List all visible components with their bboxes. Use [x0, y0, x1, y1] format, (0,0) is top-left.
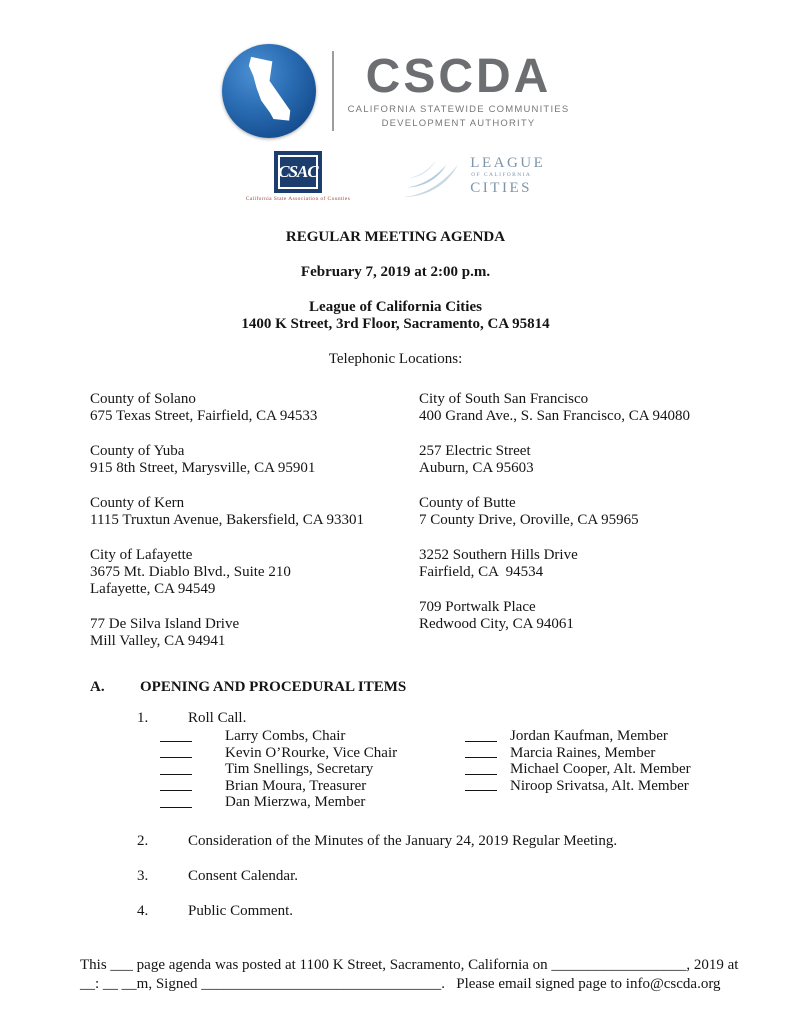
- roll-call-row: [465, 745, 691, 762]
- location-line: 7 County Drive, Oroville, CA 95965: [419, 512, 639, 528]
- roll-call-name: Marcia Raines, Member: [510, 744, 656, 761]
- locations-left-column: [90, 391, 419, 650]
- league-wordmark: [470, 156, 545, 196]
- venue-name: League of California Cities: [309, 299, 482, 315]
- location-line: County of Yuba: [90, 443, 185, 459]
- roll-call-name: Kevin O’Rourke, Vice Chair: [225, 744, 398, 761]
- telephonic-locations: [0, 391, 791, 650]
- item-text: Consent Calendar.: [188, 867, 298, 884]
- location-block: [90, 495, 419, 529]
- location-line: 3675 Mt. Diablo Blvd., Suite 210: [90, 564, 291, 580]
- location-block: [90, 547, 419, 598]
- location-line: Lafayette, CA 94549: [90, 581, 216, 597]
- rollcall-blank-line: [465, 741, 497, 742]
- agenda-item-3: [137, 868, 791, 885]
- rollcall-blank-line: [160, 757, 192, 758]
- location-block: [90, 391, 419, 425]
- item-text: Consideration of the Minutes of the January 24, 2019 Regular Meeting.: [188, 832, 618, 849]
- roll-call-row: [160, 778, 465, 795]
- logo-header: [0, 0, 791, 202]
- location-line: Mill Valley, CA 94941: [90, 633, 226, 649]
- rollcall-blank-line: [160, 807, 192, 808]
- logo-divider: [332, 51, 334, 131]
- item-text: Roll Call.: [188, 710, 247, 726]
- roll-call-row: [160, 794, 465, 811]
- location-block: [419, 599, 748, 633]
- location-line: City of Lafayette: [90, 547, 193, 563]
- rollcall-blank-line: [160, 790, 192, 791]
- california-state-icon: [222, 44, 316, 138]
- league-line3: CITIES: [470, 179, 532, 196]
- roll-call-name: Dan Mierzwa, Member: [225, 794, 366, 810]
- location-line: Auburn, CA 95603: [419, 460, 534, 476]
- section-heading: [90, 679, 791, 696]
- posting-notice: [80, 956, 740, 995]
- posting-notice-line1: This ___ page agenda was posted at 1100 K Street, Sacramento, California on __________________, 2019 at: [80, 956, 739, 973]
- cscda-subtitle-line1: CALIFORNIA STATEWIDE COMMUNITIES: [347, 104, 570, 116]
- partner-logos: [246, 151, 546, 202]
- location-line: 3252 Southern Hills Drive: [419, 547, 578, 563]
- cscda-wordmark: [347, 49, 570, 130]
- location-line: City of South San Francisco: [419, 391, 589, 407]
- csac-caption: California State Association of Counties: [245, 196, 351, 202]
- location-line: 1115 Truxtun Avenue, Bakersfield, CA 93301: [90, 512, 365, 528]
- cscda-logo: [222, 44, 570, 138]
- location-block: [419, 547, 748, 581]
- roll-call-row: [160, 745, 465, 762]
- meeting-datetime: February 7, 2019 at 2:00 p.m.: [300, 264, 491, 280]
- item-number: 4.: [137, 902, 149, 919]
- cscda-acronym: CSCDA: [365, 49, 552, 103]
- location-line: County of Solano: [90, 391, 196, 407]
- roll-call-name: Jordan Kaufman, Member: [510, 728, 668, 744]
- roll-call-right-column: [465, 728, 691, 811]
- league-logo: [402, 153, 545, 199]
- location-block: [419, 443, 748, 477]
- location-block: [419, 391, 748, 425]
- location-block: [419, 495, 748, 529]
- location-line: 400 Grand Ave., S. San Francisco, CA 94080: [419, 408, 690, 424]
- roll-call-name: Brian Moura, Treasurer: [225, 777, 367, 794]
- league-swoosh-icon: [402, 153, 464, 199]
- agenda-item-2: [137, 833, 791, 850]
- league-line2: OF CALIFORNIA: [471, 172, 532, 179]
- roll-call-left-column: [160, 728, 465, 811]
- csac-acronym: CSAC: [278, 162, 318, 181]
- league-line1: LEAGUE: [470, 155, 546, 172]
- venue-address: 1400 K Street, 3rd Floor, Sacramento, CA 95814: [241, 316, 550, 332]
- csac-box-icon: [274, 151, 322, 193]
- locations-right-column: [419, 391, 748, 650]
- agenda-item-4: [137, 903, 791, 920]
- location-block: [90, 616, 419, 650]
- location-line: Fairfield, CA 94534: [419, 564, 544, 580]
- location-line: 915 8th Street, Marysville, CA 95901: [90, 460, 316, 476]
- location-block: [90, 443, 419, 477]
- rollcall-blank-line: [465, 757, 497, 758]
- rollcall-blank-line: [160, 741, 192, 742]
- location-line: 675 Texas Street, Fairfield, CA 94533: [90, 408, 318, 424]
- rollcall-blank-line: [465, 790, 497, 791]
- rollcall-blank-line: [465, 774, 497, 775]
- location-line: 257 Electric Street: [419, 443, 531, 459]
- item-number: 1.: [137, 710, 149, 726]
- location-line: 77 De Silva Island Drive: [90, 616, 240, 632]
- section-title: OPENING AND PROCEDURAL ITEMS: [140, 679, 407, 695]
- roll-call-row: [465, 728, 691, 745]
- roll-call-row: [160, 728, 465, 745]
- telephonic-label: Telephonic Locations:: [328, 351, 463, 367]
- location-line: 709 Portwalk Place: [419, 599, 536, 615]
- section-letter: A.: [90, 679, 105, 695]
- roll-call-list: [160, 728, 791, 811]
- posting-notice-line2: __: __ __m, Signed ________________________________. Please email signed page to info@cscda.org: [80, 976, 721, 992]
- location-line: Redwood City, CA 94061: [419, 616, 574, 632]
- roll-call-name: Michael Cooper, Alt. Member: [510, 761, 691, 777]
- roll-call-row: [465, 778, 691, 795]
- location-line: County of Kern: [90, 495, 185, 511]
- item-number: 2.: [137, 832, 149, 849]
- roll-call-row: [465, 761, 691, 778]
- rollcall-blank-line: [160, 774, 192, 775]
- item-number: 3.: [137, 867, 149, 884]
- roll-call-name: Niroop Srivatsa, Alt. Member: [510, 777, 689, 794]
- agenda-item-1: [137, 710, 791, 727]
- cscda-subtitle-line2: DEVELOPMENT AUTHORITY: [381, 118, 536, 130]
- roll-call-name: Larry Combs, Chair: [225, 728, 346, 744]
- title-block: [0, 229, 791, 368]
- location-line: County of Butte: [419, 495, 516, 511]
- item-text: Public Comment.: [188, 902, 293, 919]
- roll-call-name: Tim Snellings, Secretary: [225, 761, 374, 777]
- meeting-title: REGULAR MEETING AGENDA: [285, 229, 506, 245]
- csac-logo: [246, 151, 351, 202]
- roll-call-row: [160, 761, 465, 778]
